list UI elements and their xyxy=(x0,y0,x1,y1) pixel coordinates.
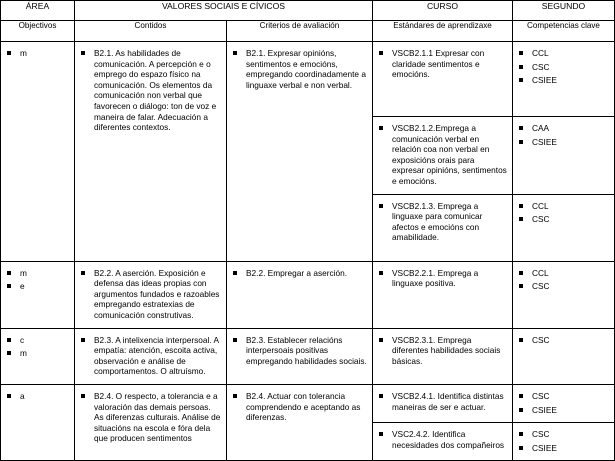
standard-item: VSCB2.2.1. Emprega a linguaxe positiva. xyxy=(377,268,508,289)
competence-item: CSC xyxy=(517,391,610,402)
competence-item: CCL xyxy=(517,48,610,59)
competence-item: CAA xyxy=(517,123,610,134)
course-value: SEGUNDO xyxy=(513,1,615,21)
content-item: B2.3. A intelixencia interpersoal. A empatía: atención, escoita activa, observación e análise de comportamentos. O altruísmo. xyxy=(79,335,222,377)
table-row xyxy=(1,42,615,117)
criteria-cell xyxy=(227,328,373,384)
content-item: B2.4. O respecto, a tolerancia e a valoración das demais persoas. As diferenzas culturais. Análise de situacións na escola e fóra dela que producen sentimentos xyxy=(79,391,222,444)
subject-title: VALORES SOCIAIS E CÍVICOS xyxy=(75,1,373,21)
criteria-cell xyxy=(227,384,373,460)
table-row xyxy=(1,261,615,328)
table-row xyxy=(1,384,615,422)
competence-item: CSC xyxy=(517,429,610,440)
contents-cell xyxy=(75,328,227,384)
competences-cell xyxy=(513,423,615,461)
criterion-item: B2.4. Actuar con tolerancia comprendendo e aceptando as diferenzas. xyxy=(231,391,368,423)
col-contents-header: Contidos xyxy=(75,21,227,42)
competence-item: CSC xyxy=(517,335,610,346)
objective-item: e xyxy=(5,281,70,292)
standard-cell xyxy=(373,261,513,328)
competences-cell xyxy=(513,328,615,384)
competence-item: CCL xyxy=(517,268,610,279)
competences-cell xyxy=(513,194,615,261)
objective-item: m xyxy=(5,268,70,279)
standard-cell xyxy=(373,117,513,195)
col-objectives-header: Objectivos xyxy=(1,21,75,42)
standard-item: VSCB2.1.1 Expresar con claridade sentimentos e emocións. xyxy=(377,48,508,80)
competence-item: CSIEE xyxy=(517,137,610,148)
criterion-item: B2.1. Expresar opinións, sentimentos e emocións, empregando coordinadamente a linguaxe verbal e non verbal. xyxy=(231,48,368,90)
criteria-cell xyxy=(227,42,373,262)
contents-cell xyxy=(75,384,227,460)
standard-item: VSCB2.1.2.Emprega a comunicación verbal en relación coa non verbal en exposicións orais para expresar opinións, sentimentos e emocións. xyxy=(377,123,508,187)
standard-item: VSCB2.4.1. Identifica distintas maneiras de ser e actuar. xyxy=(377,391,508,412)
criterion-item: B2.2. Empregar a aserción. xyxy=(231,268,368,279)
content-item: B2.2. A aserción. Exposición e defensa das ideas propias con argumentos fundados e razoables empregando estratexias de comunicación construtivas. xyxy=(79,268,222,321)
competence-item: CSIEE xyxy=(517,75,610,86)
content-item: B2.1. As habilidades de comunicación. A percepción e o emprego do espazo físico na comunicación. Os elementos da comunicación non verbal que favorecen o diálogo: ton de voz e maneira de falar. Adecuación a diferentes contextos. xyxy=(79,48,222,133)
competence-item: CSC xyxy=(517,62,610,73)
objectives-cell xyxy=(1,261,75,328)
competences-cell xyxy=(513,42,615,117)
standard-cell xyxy=(373,194,513,261)
contents-cell xyxy=(75,261,227,328)
objectives-cell xyxy=(1,328,75,384)
objective-item: m xyxy=(5,348,70,359)
criteria-cell xyxy=(227,261,373,328)
standard-cell xyxy=(373,384,513,422)
competences-cell xyxy=(513,384,615,422)
col-competences-header: Competencias clave xyxy=(513,21,615,42)
objective-item: a xyxy=(5,391,70,402)
competence-item: CSC xyxy=(517,214,610,225)
area-label: ÁREA xyxy=(1,1,75,21)
competence-item: CSC xyxy=(517,281,610,292)
column-header-row xyxy=(1,21,615,42)
standard-item: VSCB2.1.3. Emprega a linguaxe para comunicar afectos e emocións con amabilidade. xyxy=(377,201,508,243)
competences-cell xyxy=(513,117,615,195)
criterion-item: B2.3. Establecer relacións interpersoais positivas empregando habilidades sociais. xyxy=(231,335,368,367)
standard-cell xyxy=(373,42,513,117)
table-row xyxy=(1,328,615,384)
competence-item: CCL xyxy=(517,201,610,212)
competence-item: CSIEE xyxy=(517,443,610,454)
standard-cell xyxy=(373,328,513,384)
col-criteria-header: Criterios de avaliación xyxy=(227,21,373,42)
standard-item: VSC2.4.2. Identifica necesidades dos compañeiros xyxy=(377,429,508,450)
objective-item: m xyxy=(5,48,70,59)
objectives-cell xyxy=(1,384,75,460)
standard-item: VSCB2.3.1. Emprega diferentes habilidades sociais básicas. xyxy=(377,335,508,367)
objective-item: c xyxy=(5,335,70,346)
standard-cell xyxy=(373,423,513,461)
objectives-cell xyxy=(1,42,75,262)
competence-item: CSIEE xyxy=(517,405,610,416)
course-label: CURSO xyxy=(373,1,513,21)
col-standards-header: Estándares de aprendizaxe xyxy=(373,21,513,42)
competences-cell xyxy=(513,261,615,328)
header-row xyxy=(1,1,615,21)
contents-cell xyxy=(75,42,227,262)
